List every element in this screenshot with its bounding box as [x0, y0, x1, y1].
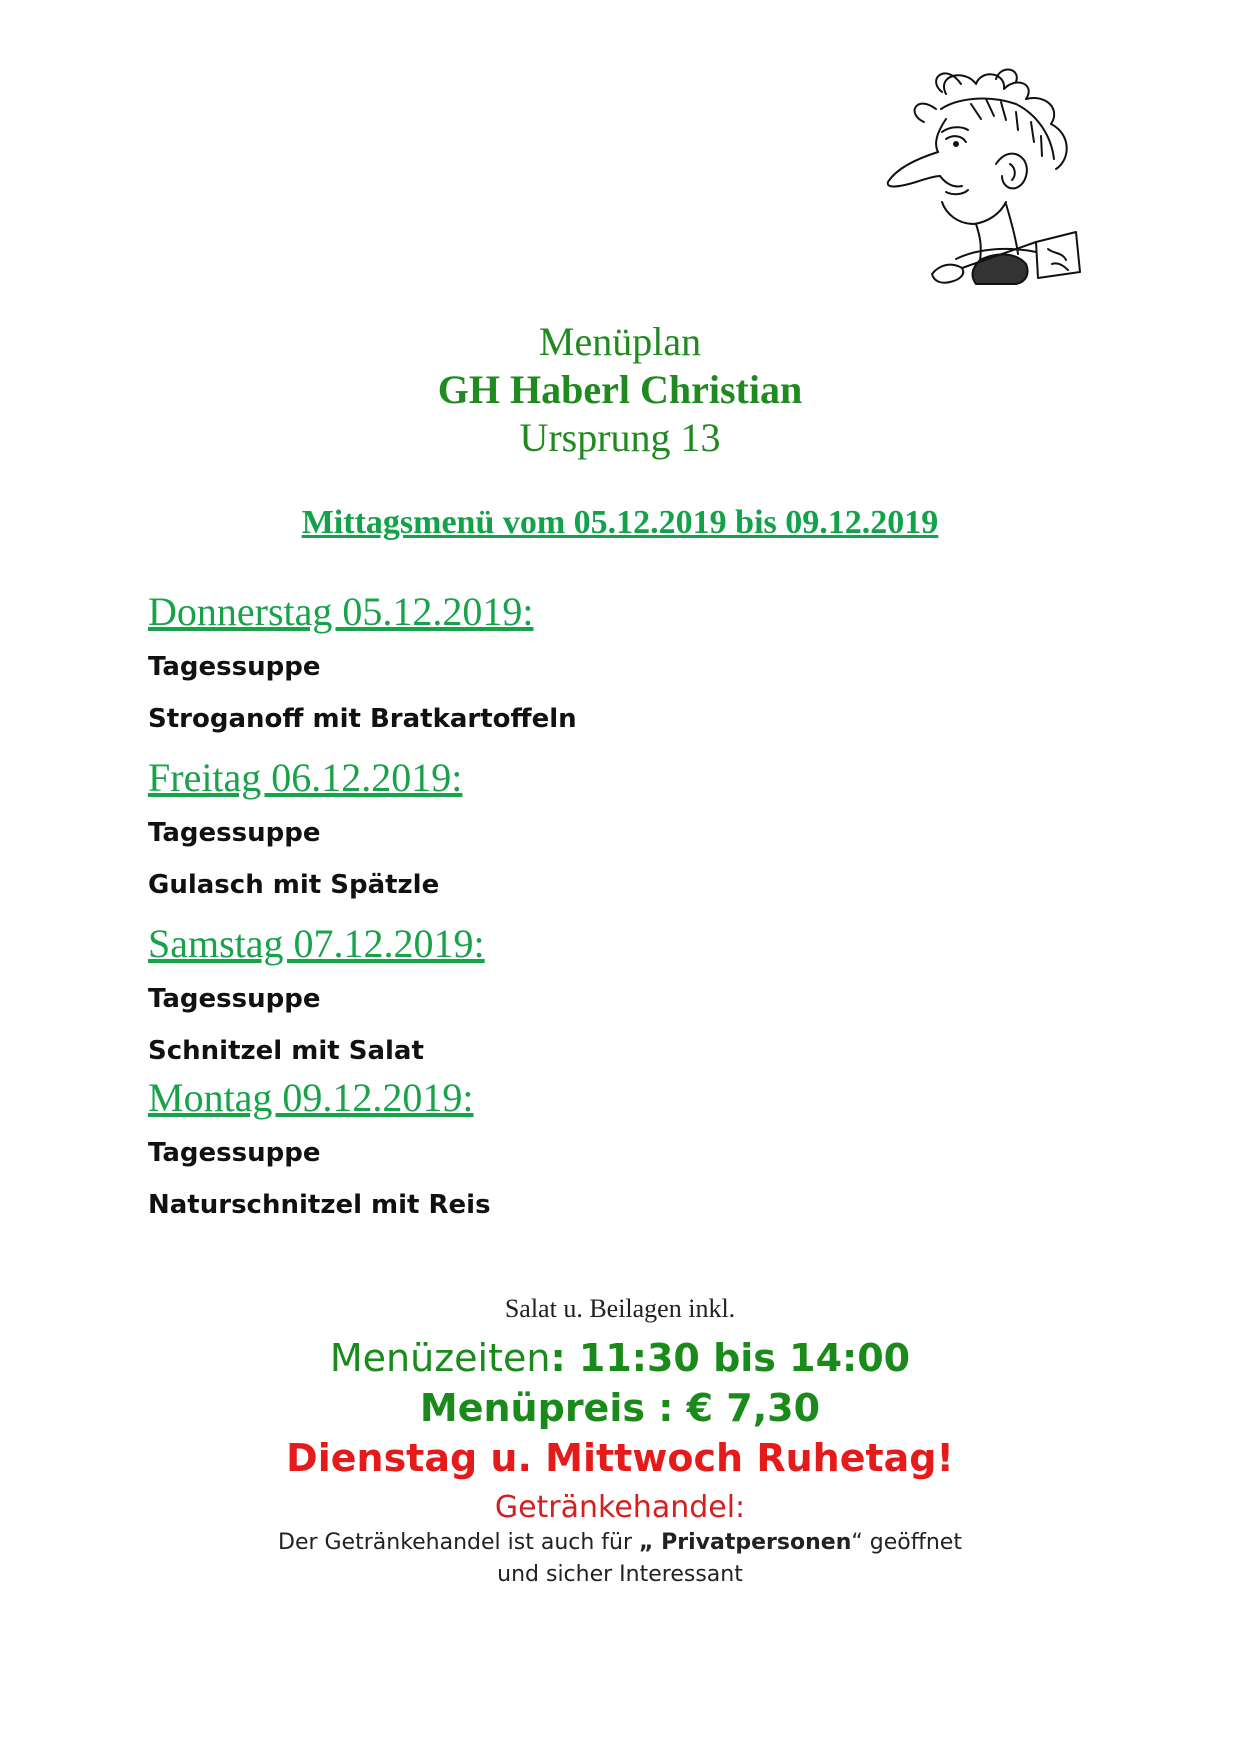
restaurant-name: GH Haberl Christian: [437, 367, 803, 412]
menu-price: Menüpreis : € 7,30: [419, 1386, 821, 1430]
beverage-text-pre: Der Getränkehandel ist auch für: [278, 1530, 640, 1555]
dish-soup-monday: Tagessuppe: [148, 1138, 321, 1168]
dish-main-monday: Naturschnitzel mit Reis: [148, 1190, 491, 1220]
beverage-heading: Getränkehandel:: [494, 1490, 746, 1525]
closed-days-notice: Dienstag u. Mittwoch Ruhetag!: [286, 1436, 954, 1480]
menu-times-label: Menüzeiten: [329, 1336, 551, 1380]
caricature-drawing-icon: [876, 64, 1098, 286]
day-heading-saturday: Samstag 07.12.2019:: [148, 921, 485, 966]
beverage-text-line2: und sicher Interessant: [497, 1562, 743, 1587]
day-heading-thursday: Donnerstag 05.12.2019:: [148, 589, 534, 634]
dish-soup-friday: Tagessuppe: [148, 818, 321, 848]
day-heading-friday: Freitag 06.12.2019:: [148, 755, 463, 800]
restaurant-address: Ursprung 13: [519, 415, 721, 460]
dish-main-friday: Gulasch mit Spätzle: [148, 870, 440, 900]
menu-title: Menüplan: [538, 319, 702, 364]
beverage-text-post: “ geöffnet: [851, 1530, 962, 1555]
day-heading-monday: Montag 09.12.2019:: [148, 1075, 474, 1120]
dish-soup-thursday: Tagessuppe: [148, 652, 321, 682]
menu-period: Mittagsmenü vom 05.12.2019 bis 09.12.2019: [301, 504, 939, 541]
included-note: Salat u. Beilagen inkl.: [504, 1294, 736, 1323]
menu-times: [0, 1336, 1240, 1380]
dish-main-saturday: Schnitzel mit Salat: [148, 1036, 424, 1066]
menu-times-value: : 11:30 bis 14:00: [550, 1336, 911, 1380]
dish-soup-saturday: Tagessuppe: [148, 984, 321, 1014]
beverage-text-bold: „ Privatpersonen: [639, 1530, 852, 1555]
dish-main-thursday: Stroganoff mit Bratkartoffeln: [148, 704, 577, 734]
beverage-text-line1: [0, 1530, 1240, 1555]
